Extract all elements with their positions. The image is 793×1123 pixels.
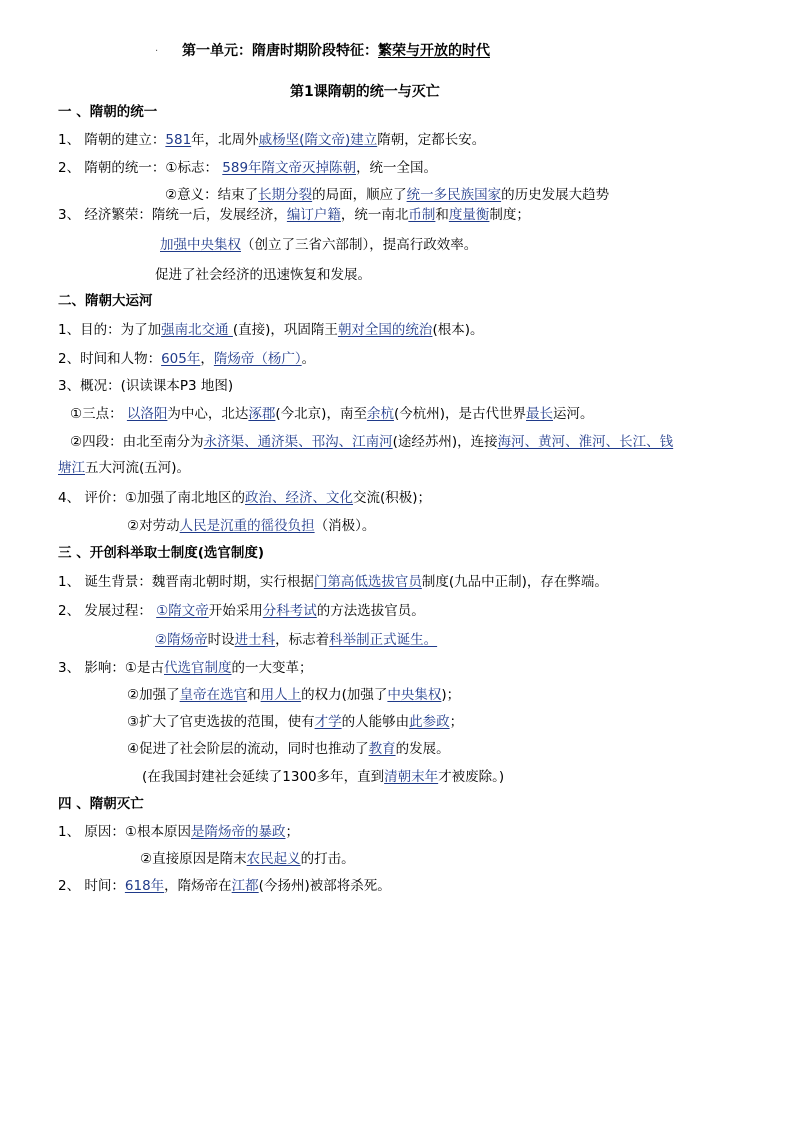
s3-line-4: 3、 影响：①是古代选官制度的一大变革； (58, 660, 313, 676)
s1-line-5: 加强中央集权（创立了三省六部制），提高行政效率。 (160, 237, 478, 253)
section-heading-3: 三 、开创科举取士制度(选官制度) (58, 545, 265, 561)
s1-line-4: 3、 经济繁荣：隋统一后，发展经济，编订户籍，统一南北币制和度量衡制度； (58, 207, 530, 223)
s2-line-1: 1、目的：为了加强南北交通 (直接)，巩固隋王朝对全国的统治(根本)。 (58, 322, 484, 338)
section-heading-1: 一 、隋朝的统一 (58, 104, 158, 120)
s1-line-1: 1、 隋朝的建立：581年，北周外戚杨坚(隋文帝)建立隋朝，定都长安。 (58, 132, 486, 148)
section-heading-2: 二、隋朝大运河 (58, 293, 153, 309)
s3-line-7: ④促进了社会阶层的流动，同时也推动了教育的发展。 (127, 741, 450, 757)
s3-line-8: (在我国封建社会延续了1300多年，直到清朝末年才被废除。) (142, 769, 505, 785)
s2-line-2: 2、时间和人物：605年，隋炀帝（杨广）。 (58, 351, 316, 367)
s2-line-3: 3、概况：(识读课本P3 地图) (58, 378, 234, 394)
s2-line-8: ②对劳动人民是沉重的徭役负担（消极）。 (127, 518, 376, 534)
s1-line-6: 促进了社会经济的迅速恢复和发展。 (155, 267, 371, 283)
s4-line-3: 2、 时间：618年，隋炀帝在江都(今扬州)被部将杀死。 (58, 878, 391, 894)
s2-line-6: 塘江五大河流(五河)。 (58, 460, 191, 476)
s3-line-6: ③扩大了官吏选拔的范围，使有才学的人能够由此参政； (127, 714, 464, 730)
s2-line-4: ①三点： 以洛阳为中心，北达涿郡(今北京)，南至余杭(今杭州)，是古代世界最长运河。 (70, 406, 594, 422)
s2-line-7: 4、 评价：①加强了南北地区的政治、经济、文化交流(积极)； (58, 490, 432, 506)
unit-title: 第一单元：隋唐时期阶段特征：繁荣与开放的时代 (182, 43, 490, 59)
s4-line-1: 1、 原因：①根本原因是隋炀帝的暴政； (58, 824, 299, 840)
s3-line-2: 2、 发展过程： ①隋文帝开始采用分科考试的方法选拔官员。 (58, 603, 425, 619)
bullet-dot: · (155, 46, 159, 57)
s1-line-2: 2、 隋朝的统一：①标志： 589年隋文帝灭掉陈朝，统一全国。 (58, 160, 438, 176)
s2-line-5: ②四段：由北至南分为永济渠、通济渠、邗沟、江南河(途经苏州)，连接海河、黄河、淮河、长江、钱 (70, 434, 674, 450)
s3-line-1: 1、 诞生背景：魏晋南北朝时期，实行根据门第高低选拔官员制度(九品中正制)，存在弊端。 (58, 574, 608, 590)
section-heading-4: 四 、隋朝灭亡 (58, 796, 144, 812)
s4-line-2: ②直接原因是隋末农民起义的打击。 (140, 851, 355, 867)
s3-line-3: ②隋炀帝时设进士科，标志着科举制正式诞生。 (155, 632, 438, 648)
s1-line-3: ②意义：结束了长期分裂的局面，顺应了统一多民族国家的历史发展大趋势 (165, 187, 610, 203)
s3-line-5: ②加强了皇帝在选官和用人上的权力(加强了中央集权)； (127, 687, 461, 703)
lesson-title: 第1课隋朝的统一与灭亡 (290, 84, 440, 100)
